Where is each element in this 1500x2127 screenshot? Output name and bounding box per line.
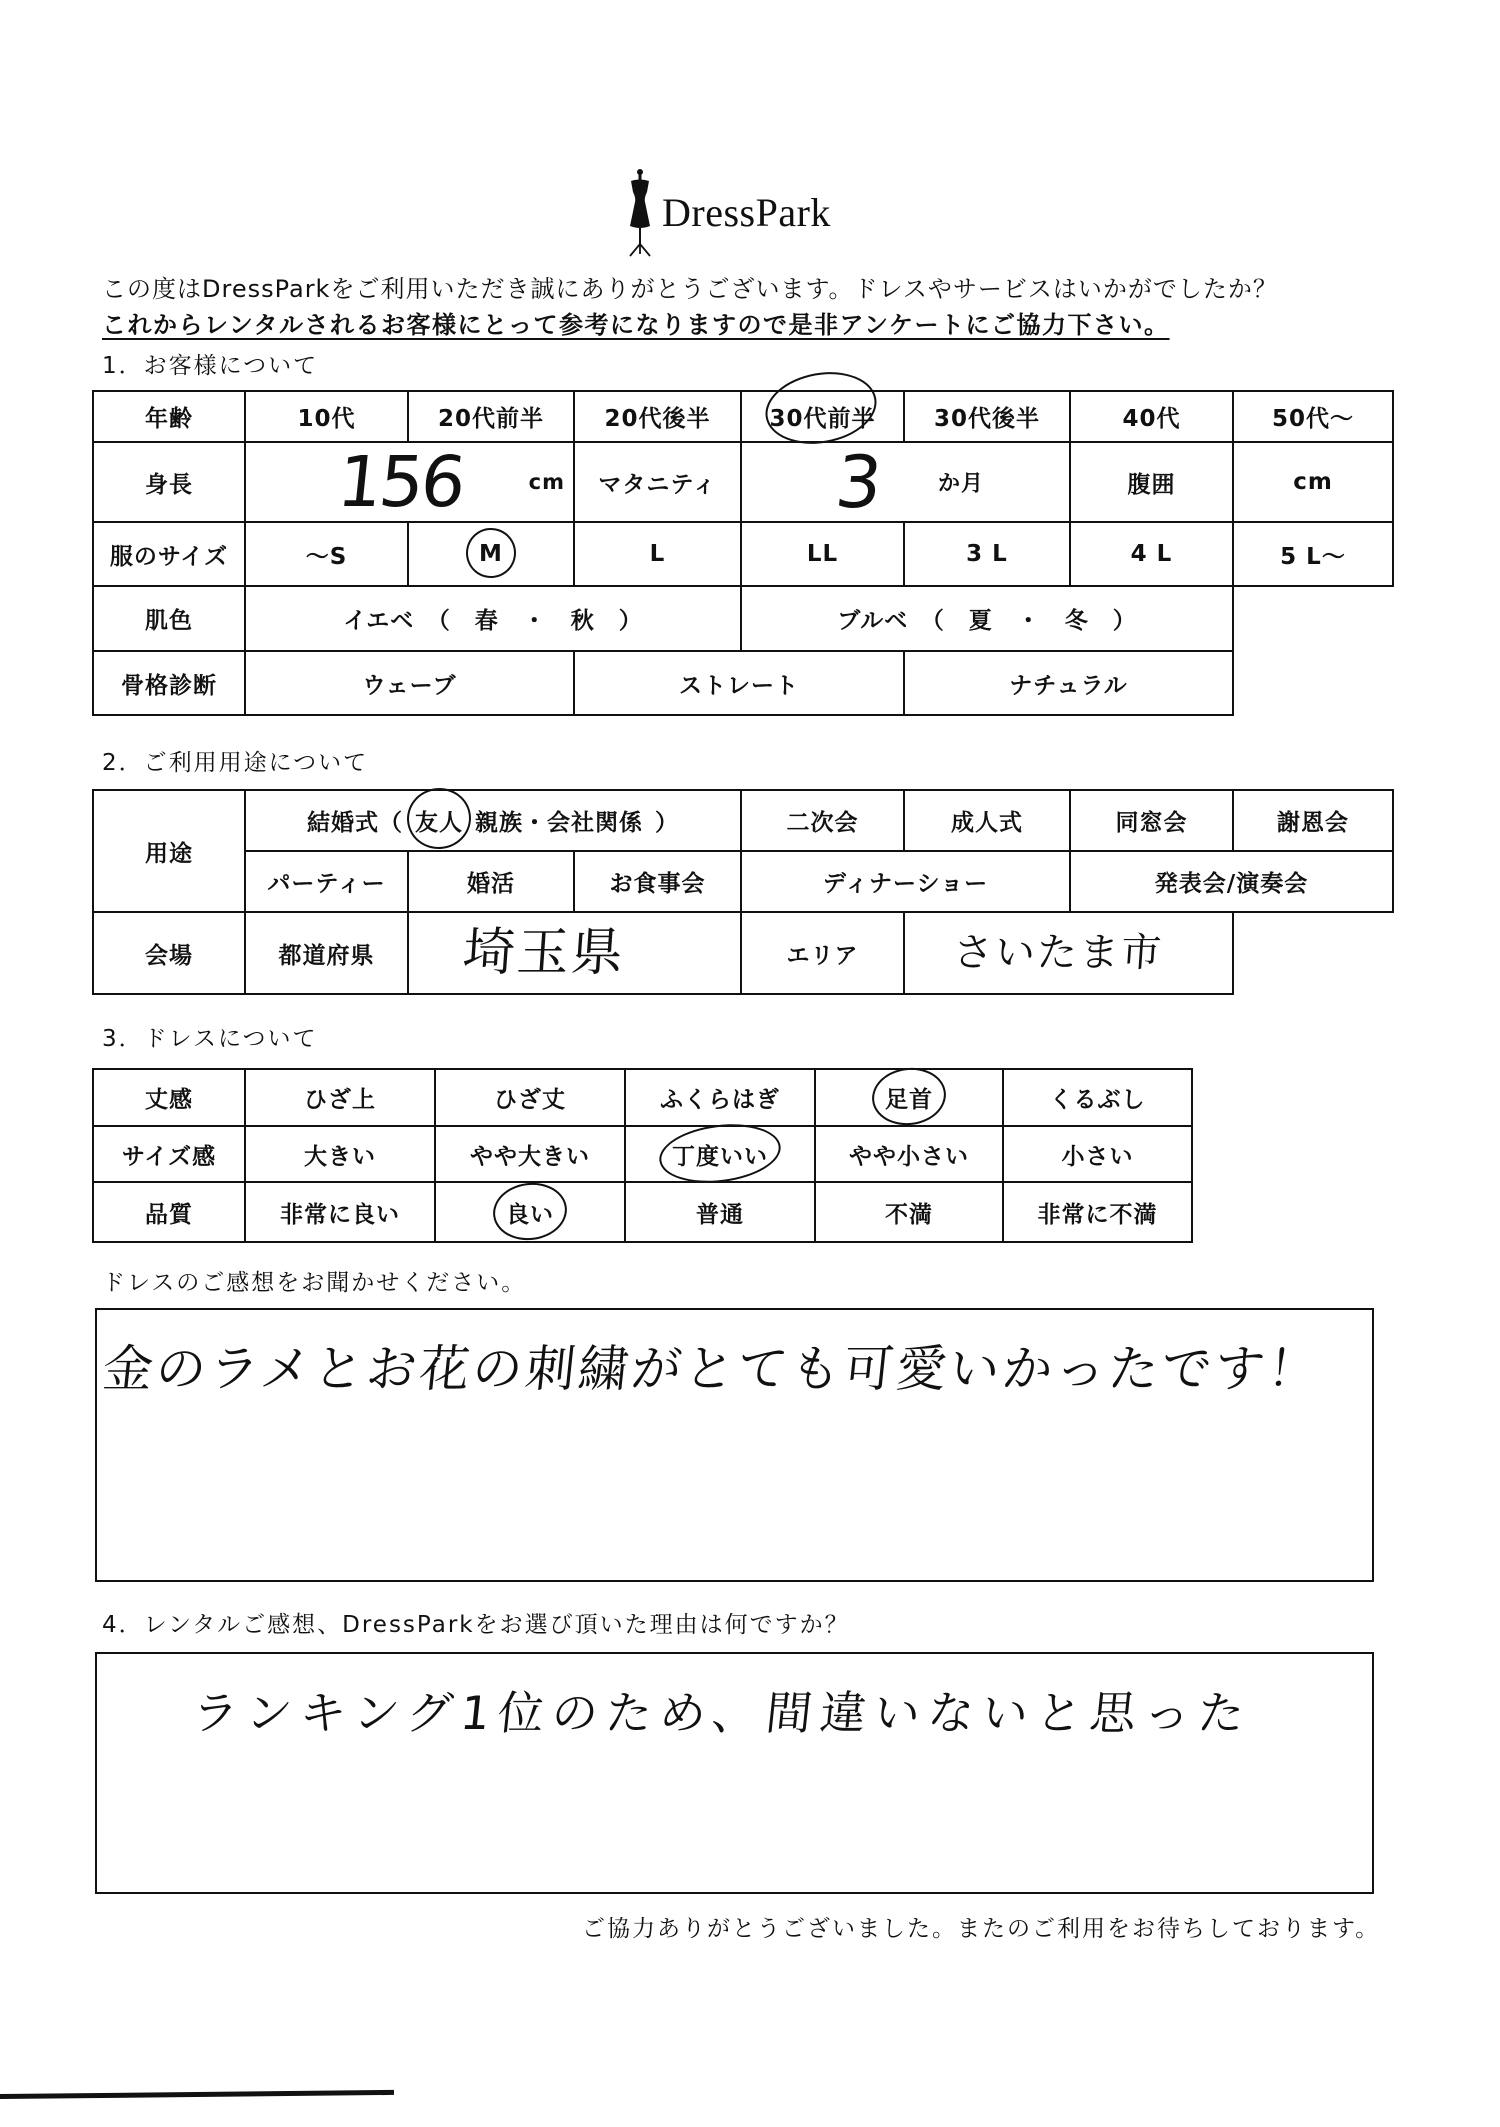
- age-option-40s-text: 40代: [1122, 406, 1181, 432]
- usage-reunion: [1071, 791, 1234, 852]
- scan-edge-line: [0, 2090, 394, 2099]
- size-option-ll-text: LL: [806, 541, 839, 567]
- fit-option-slightly-large-text: やや大きい: [470, 1143, 590, 1170]
- section-customer-title: 1．お客様について: [102, 353, 319, 379]
- body-type-label: 骨格診断: [94, 652, 246, 716]
- fit-option-large: [246, 1127, 436, 1183]
- maternity-unit: か月: [938, 471, 985, 497]
- area-label: エリア: [742, 913, 905, 995]
- skin-tone-label: 肌色: [94, 587, 246, 652]
- prefecture-handwritten-value: 埼玉県: [460, 923, 628, 983]
- prefecture-field: [409, 913, 742, 995]
- impression-prompt: ドレスのご感想をお聞かせください。: [102, 1270, 527, 1296]
- age-option-20s-early-text: 20代前半: [437, 406, 544, 432]
- venue-label: 会場: [94, 913, 246, 995]
- quality-option-good-text: 良い: [506, 1196, 554, 1229]
- customer-info-table: [92, 390, 1394, 716]
- size-option-l: [575, 523, 742, 587]
- age-option-30s-late-text: 30代後半: [933, 406, 1040, 432]
- usage-dinner-text: お食事会: [609, 871, 706, 897]
- section-dress-title: 3．ドレスについて: [102, 1026, 318, 1052]
- fit-option-slightly-large: [436, 1127, 626, 1183]
- usage-reunion-text: 同窓会: [1115, 810, 1188, 836]
- section-reason-title: 4．レンタルご感想、DressParkをお選び頂いた理由は何ですか？: [102, 1612, 850, 1638]
- reason-handwritten-answer: ランキング1位のため、間違いないと思った: [189, 1686, 1255, 1740]
- length-option-calf: [626, 1070, 816, 1127]
- age-option-50s-plus: [1234, 392, 1394, 443]
- wedding-prefix: 結婚式（: [307, 810, 403, 836]
- fit-option-slightly-small-text: やや小さい: [849, 1143, 969, 1170]
- dress-form-icon: [624, 168, 656, 258]
- wedding-suffix: ）: [655, 810, 679, 836]
- height-unit: cm: [528, 470, 565, 494]
- size-option-4l-text: 4 L: [1130, 541, 1173, 567]
- wedding-choice-family-work-text: 親族・会社関係: [475, 810, 643, 836]
- quality-label: 品質: [94, 1183, 246, 1243]
- impression-handwritten-answer: 金のラメとお花の刺繍がとても可愛いかったです！: [99, 1340, 1324, 1398]
- age-option-50s-plus-text: 50代～: [1271, 406, 1354, 432]
- size-option-4l: [1071, 523, 1234, 587]
- reason-answer-box: [95, 1652, 1374, 1894]
- size-option-3l-text: 3 L: [966, 541, 1008, 567]
- fit-option-just-right: [626, 1127, 816, 1183]
- area-handwritten-value: さいたま市: [951, 930, 1165, 976]
- fit-option-small: [1004, 1127, 1193, 1183]
- brand-logo-text: DressPark: [662, 190, 831, 235]
- quality-option-very-dissatisfied: [1004, 1183, 1193, 1243]
- waist-field: [1234, 443, 1394, 523]
- length-option-ankle-text: 足首: [885, 1081, 933, 1114]
- fit-option-small-text: 小さい: [1061, 1143, 1134, 1170]
- impression-answer-box: [95, 1308, 1374, 1582]
- usage-matchmaking-text: 婚活: [467, 871, 515, 897]
- quality-option-good: [436, 1183, 626, 1243]
- size-option-s-or-less: [246, 523, 409, 587]
- length-option-above-knee: [246, 1070, 436, 1127]
- size-option-3l: [905, 523, 1071, 587]
- quality-option-average: [626, 1183, 816, 1243]
- waist-label: 腹囲: [1071, 443, 1234, 523]
- footer-thanks: ご協力ありがとうございました。またのご利用をお待ちしております。: [582, 1916, 1381, 1942]
- usage-dinner: [575, 852, 742, 913]
- quality-option-very-dissatisfied-text: 非常に不満: [1037, 1201, 1158, 1228]
- skin-tone-blue-base: ブルベ （ 夏 ・ 冬 ）: [742, 587, 1234, 652]
- body-type-wave: ウェーブ: [246, 652, 575, 716]
- quality-option-dissatisfied-text: 不満: [885, 1201, 933, 1228]
- height-label: 身長: [94, 443, 246, 523]
- height-handwritten-value: 156: [333, 441, 467, 523]
- quality-option-average-text: 普通: [696, 1201, 744, 1228]
- height-field: [246, 443, 575, 523]
- maternity-handwritten-value: 3: [831, 440, 888, 524]
- size-option-5l-plus-text: 5 L～: [1280, 543, 1346, 570]
- skin-tone-yellow-base: イエベ （ 春 ・ 秋 ）: [246, 587, 742, 652]
- area-field: [905, 913, 1234, 995]
- usage-recital-concert: [1071, 852, 1394, 913]
- fit-label: サイズ感: [94, 1127, 246, 1183]
- age-option-20s-early: [409, 392, 575, 443]
- usage-dinner-show-text: ディナーショー: [822, 871, 989, 897]
- quality-option-dissatisfied: [816, 1183, 1004, 1243]
- age-option-30s-early: [742, 392, 905, 443]
- age-option-10s: [246, 392, 409, 443]
- usage-matchmaking: [409, 852, 575, 913]
- size-option-l-text: L: [649, 541, 666, 567]
- fit-option-large-text: 大きい: [304, 1143, 376, 1170]
- intro-greeting: この度はDressParkをご利用いただき誠にありがとうございます。ドレスやサービスはいかがでしたか？: [102, 275, 1278, 303]
- usage-dinner-show: [742, 852, 1071, 913]
- size-option-s-or-less-text: ～S: [305, 543, 348, 570]
- age-option-40s: [1071, 392, 1234, 443]
- usage-recital-concert-text: 発表会/演奏会: [1154, 871, 1309, 897]
- wedding-choice-friend-text: 友人: [415, 804, 463, 837]
- usage-after-party-text: 二次会: [786, 810, 859, 836]
- length-option-above-knee-text: ひざ上: [304, 1087, 376, 1113]
- intro-request: これからレンタルされるお客様にとって参考になりますので是非アンケートにご協力下さい。: [102, 311, 1170, 339]
- size-option-5l-plus: [1234, 523, 1394, 587]
- size-option-m: [409, 523, 575, 587]
- prefecture-label: 都道府県: [246, 913, 409, 995]
- age-option-30s-early-text: 30代前半: [769, 400, 875, 433]
- age-option-20s-late-text: 20代後半: [604, 406, 711, 432]
- waist-unit: cm: [1293, 469, 1333, 495]
- usage-coming-of-age-text: 成人式: [951, 810, 1023, 836]
- body-type-straight: ストレート: [575, 652, 905, 716]
- quality-option-very-good-text: 非常に良い: [280, 1201, 400, 1228]
- dress-rating-table: [92, 1068, 1193, 1243]
- usage-label: 用途: [94, 791, 246, 913]
- section-purpose-title: 2．ご利用用途について: [102, 750, 369, 776]
- length-option-knee: [436, 1070, 626, 1127]
- age-option-10s-text: 10代: [297, 406, 356, 432]
- age-option-20s-late: [575, 392, 742, 443]
- length-option-ankle-bone-text: くるぶし: [1049, 1087, 1146, 1113]
- fit-option-just-right-text: 丁度いい: [672, 1138, 768, 1171]
- age-label: 年齢: [94, 392, 246, 443]
- body-type-natural: ナチュラル: [905, 652, 1234, 716]
- size-option-ll: [742, 523, 905, 587]
- length-label: 丈感: [94, 1070, 246, 1127]
- quality-option-very-good: [246, 1183, 436, 1243]
- size-option-m-text: M: [479, 541, 503, 567]
- length-option-knee-text: ひざ丈: [494, 1087, 566, 1113]
- purpose-table: [92, 789, 1394, 995]
- fit-option-slightly-small: [816, 1127, 1004, 1183]
- usage-thank-you-party-text: 謝恩会: [1277, 810, 1349, 836]
- usage-after-party: [742, 791, 905, 852]
- size-label: 服のサイズ: [94, 523, 246, 587]
- usage-coming-of-age: [905, 791, 1071, 852]
- age-option-30s-late: [905, 392, 1071, 443]
- maternity-label: マタニティ: [575, 443, 742, 523]
- maternity-field: [742, 440, 1071, 524]
- usage-party-text: パーティー: [267, 871, 386, 897]
- length-option-ankle-bone: [1004, 1070, 1193, 1127]
- length-option-calf-text: ふくらはぎ: [660, 1087, 780, 1113]
- length-option-ankle: [816, 1070, 1004, 1127]
- usage-party: [246, 852, 409, 913]
- usage-wedding: [246, 791, 742, 852]
- usage-thank-you-party: [1234, 791, 1394, 852]
